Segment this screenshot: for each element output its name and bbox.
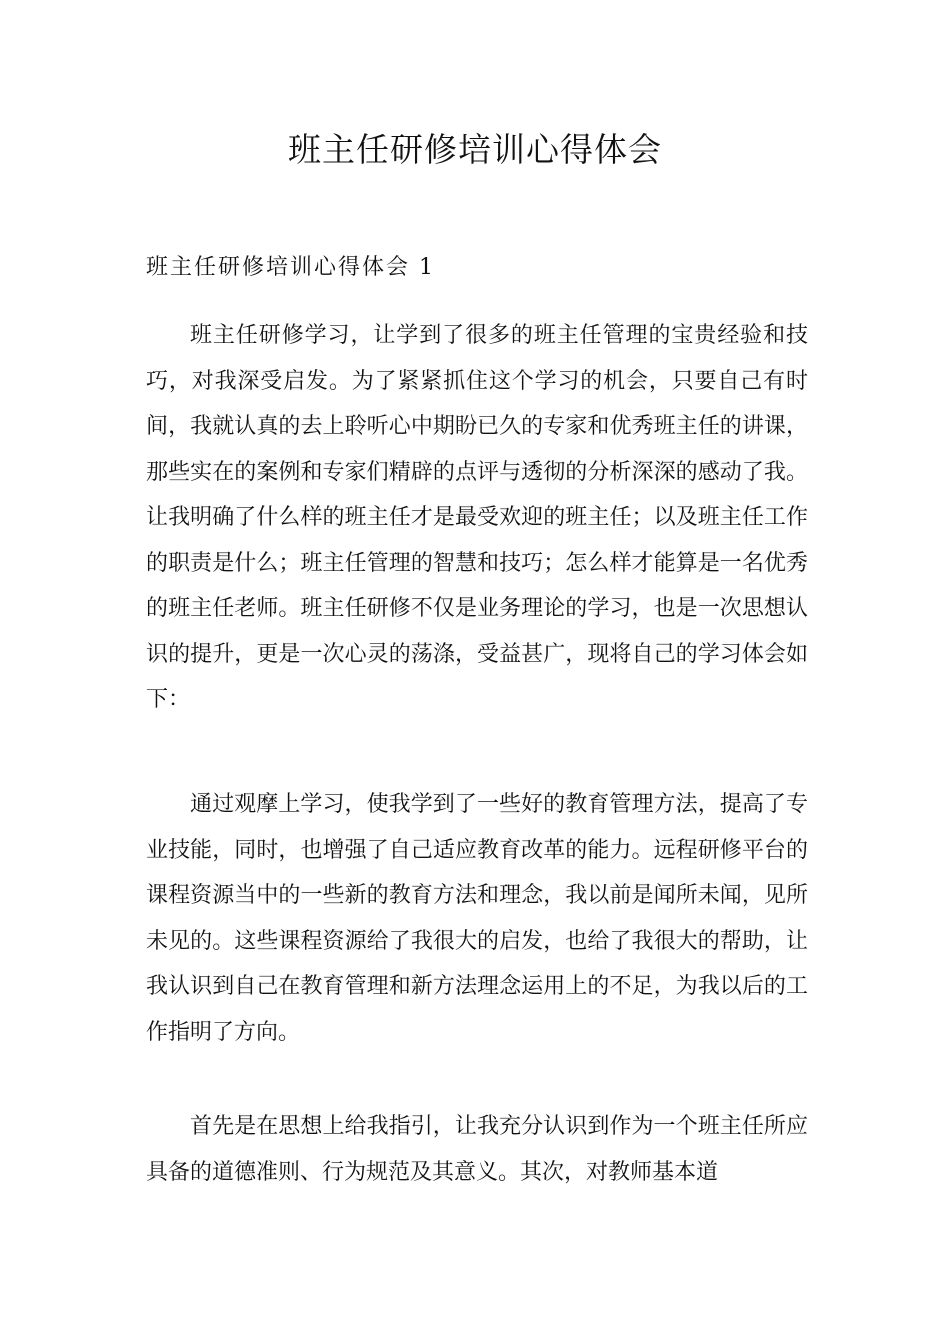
paragraph-2: 通过观摩上学习，使我学到了一些好的教育管理方法，提高了专业技能，同时，也增强了自己适应教育改革的能力。远程研修平台的课程资源当中的一些新的教育方法和理念，我以前是闻所未闻，见所未见的。这些课程资源给了我很大的启发，也给了我很大的帮助，让我认识到自己在教育管理和新方法理念运用上的不足，为我以后的工作指明了方向。 — [146, 792, 808, 1045]
section-heading: 班主任研修培训心得体会 1 — [146, 255, 435, 280]
document-title: 班主任研修培训心得体会 — [288, 130, 662, 169]
paragraph-3: 首先是在思想上给我指引，让我充分认识到作为一个班主任所应具备的道德准则、行为规范及其意义。其次，对教师基本道 — [146, 1114, 808, 1185]
paragraph-1: 班主任研修学习，让学到了很多的班主任管理的宝贵经验和技巧，对我深受启发。为了紧紧抓住这个学习的机会，只要自己有时间，我就认真的去上聆听心中期盼已久的专家和优秀班主任的讲课，那些实在的案例和专家们精辟的点评与透彻的分析深深的感动了我。让我明确了什么样的班主任才是最受欢迎的班主任；以及班主任工作的职责是什么；班主任管理的智慧和技巧；怎么样才能算是一名优秀的班主任老师。班主任研修不仅是业务理论的学习，也是一次思想认识的提升，更是一次心灵的荡涤，受益甚广，现将自己的学习体会如下： — [146, 323, 808, 712]
